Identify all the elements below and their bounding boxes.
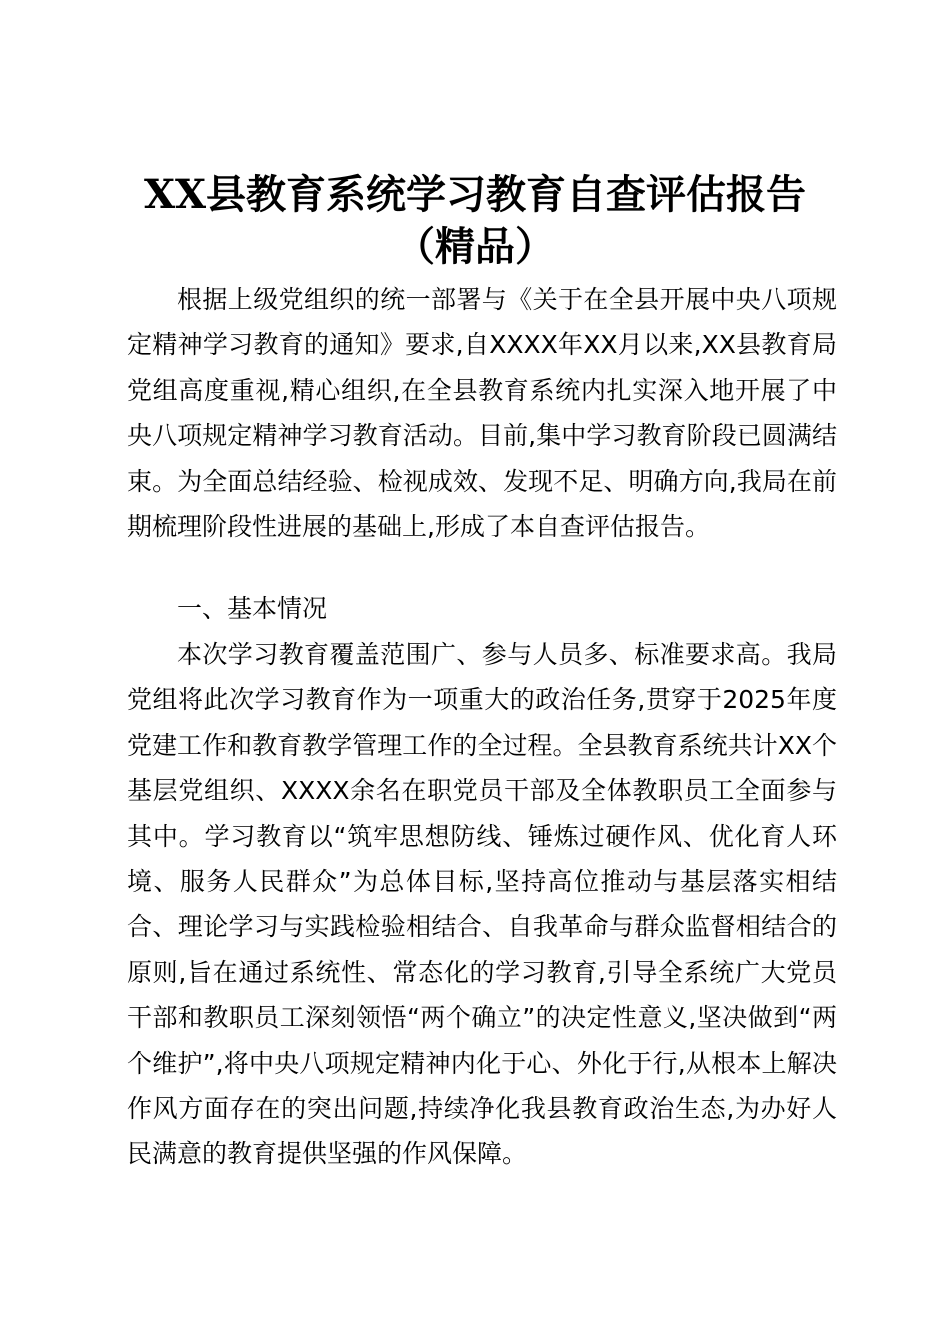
section-heading-basic-situation: 一、基本情况 <box>177 594 328 623</box>
document-title: XX县教育系统学习教育自查评估报告 <box>143 171 807 218</box>
document-title-suffix: （精品） <box>395 223 555 270</box>
intro-paragraph: 根据上级党组织的统一部署与《关于在全县开展中央八项规定精神学习教育的通知》要求,自XXXX年XX月以来,XX县教育局党组高度重视,精心组织,在全县教育系统内扎实深入地开展了中央八项规定精神学习教育活动。目前,集中学习教育阶段已圆满结束。为全面总结经验、检视成效、发现不足、明确方向,我局在前期梳理阶段性进展的基础上,形成了本自查评估报告。 <box>127 285 837 542</box>
basic-situation-paragraph: 本次学习教育覆盖范围广、参与人员多、标准要求高。我局党组将此次学习教育作为一项重大的政治任务,贯穿于2025年度党建工作和教育教学管理工作的全过程。全县教育系统共计XX个基层党组织、XXXX余名在职党员干部及全体教职员工全面参与其中。学习教育以“筑牢思想防线、锤炼过硬作风、优化育人环境、服务人民群众”为总体目标,坚持高位推动与基层落实相结合、理论学习与实践检验相结合、自我革命与群众监督相结合的原则,旨在通过系统性、常态化的学习教育,引导全系统广大党员干部和教职员工深刻领悟“两个确立”的决定性意义,坚决做到“两个维护”,将中央八项规定精神内化于心、外化于行,从根本上解决作风方面存在的突出问题,持续净化我县教育政治生态,为办好人民满意的教育提供坚强的作风保障。 <box>127 640 837 1169</box>
